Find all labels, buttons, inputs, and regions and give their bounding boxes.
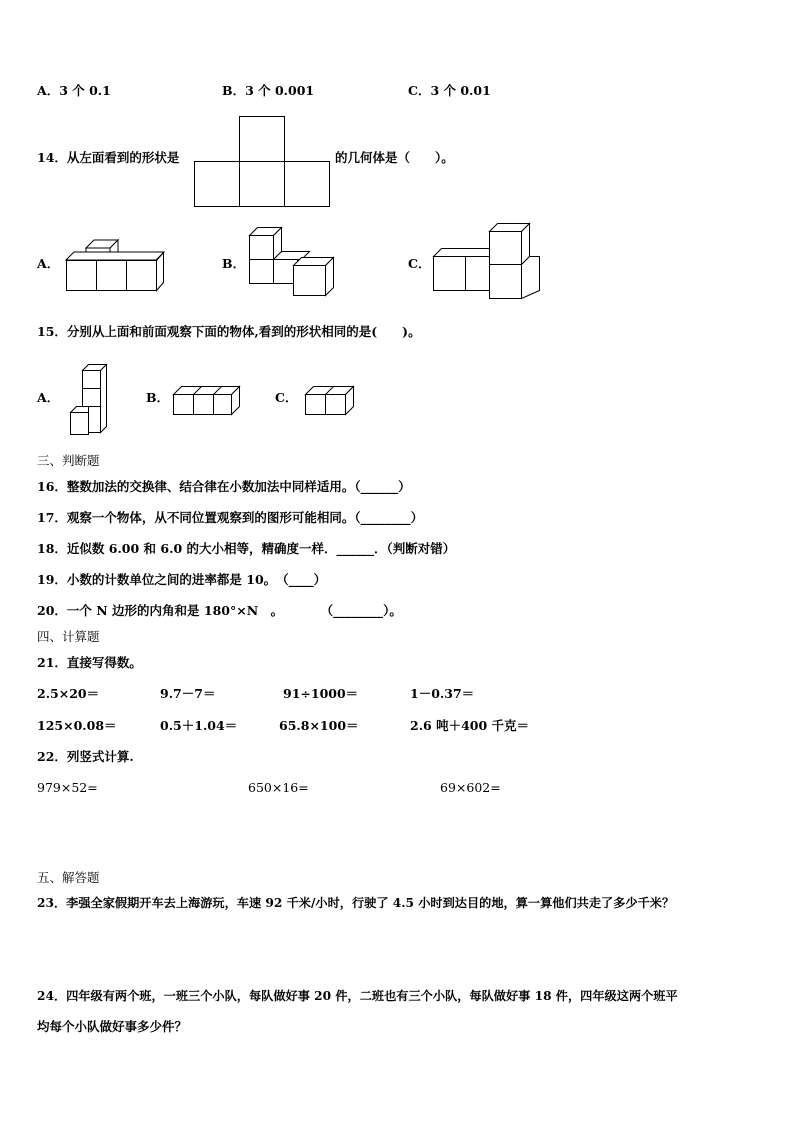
q15-option-b-figure bbox=[173, 386, 241, 418]
q14-option-b-label: B． bbox=[222, 256, 246, 271]
section5-heading: 五、解答题 bbox=[37, 870, 100, 885]
calc-item: 91÷1000＝ bbox=[283, 686, 359, 701]
vertical-calc-item: 69×602= bbox=[440, 780, 501, 795]
q15-option-a-figure bbox=[70, 364, 110, 438]
q16-text: 16．整数加法的交换律、结合律在小数加法中同样适用。（______） bbox=[37, 479, 411, 494]
left-view-figure bbox=[194, 116, 331, 208]
calc-item: 0.5＋1.04＝ bbox=[160, 718, 238, 733]
calc-item: 1－0.37＝ bbox=[410, 686, 475, 701]
q15-option-a-label: A． bbox=[37, 390, 60, 405]
q14-prefix: 14．从左面看到的形状是 bbox=[37, 150, 180, 165]
q15-option-b-label: B． bbox=[146, 390, 170, 405]
section4-heading: 四、计算题 bbox=[37, 629, 100, 644]
q13-option-c: C．3 个 0.01 bbox=[408, 83, 491, 98]
q15-text: 15．分别从上面和前面观察下面的物体,看到的形状相同的是( )。 bbox=[37, 324, 421, 339]
q15-option-c-figure bbox=[305, 386, 357, 418]
q17-text: 17．观察一个物体，从不同位置观察到的图形可能相同。（________） bbox=[37, 510, 424, 525]
vertical-calc-item: 650×16= bbox=[248, 780, 309, 795]
calc-item: 9.7－7＝ bbox=[160, 686, 216, 701]
q19-text: 19．小数的计数单位之间的进率都是 10。 （____） bbox=[37, 572, 327, 587]
q14-option-a-figure bbox=[66, 240, 166, 292]
q15-option-c-label: C． bbox=[275, 390, 298, 405]
q13-option-a: A．3 个 0.1 bbox=[37, 83, 111, 98]
q21-title: 21．直接写得数。 bbox=[37, 655, 142, 670]
q24-text-line2: 均每个小队做好事多少件？ bbox=[37, 1019, 188, 1034]
q18-text: 18．近似数 6.00 和 6.0 的大小相等，精确度一样．______．（判断对错） bbox=[37, 541, 456, 556]
calc-item: 2.6 吨＋400 千克＝ bbox=[410, 718, 530, 733]
q14-option-c-label: C． bbox=[408, 256, 431, 271]
q20-text: 20．一个 N 边形的内角和是 180°×N 。 （________）。 bbox=[37, 603, 402, 618]
section3-heading: 三、判断题 bbox=[37, 453, 100, 468]
q13-option-b: B．3 个 0.001 bbox=[222, 83, 315, 98]
q14-option-c-figure bbox=[433, 223, 541, 299]
q24-text-line1: 24．四年级有两个班，一班三个小队，每队做好事 20 件，二班也有三个小队，每队做好事 18 件，四年级这两个班平 bbox=[37, 989, 678, 1003]
q14-suffix: 的几何体是（ ）。 bbox=[335, 150, 454, 165]
q14-option-a-label: A． bbox=[37, 256, 60, 271]
calc-item: 125×0.08＝ bbox=[37, 718, 117, 733]
q22-title: 22．列竖式计算. bbox=[37, 749, 134, 764]
q14-option-b-figure bbox=[249, 227, 335, 297]
vertical-calc-item: 979×52= bbox=[37, 780, 98, 795]
calc-item: 65.8×100＝ bbox=[279, 718, 359, 733]
calc-item: 2.5×20＝ bbox=[37, 686, 100, 701]
q23-text: 23．李强全家假期开车去上海游玩，车速 92 千米/小时，行驶了 4.5 小时到达目的地，算一算他们共走了多少千米？ bbox=[37, 896, 675, 910]
